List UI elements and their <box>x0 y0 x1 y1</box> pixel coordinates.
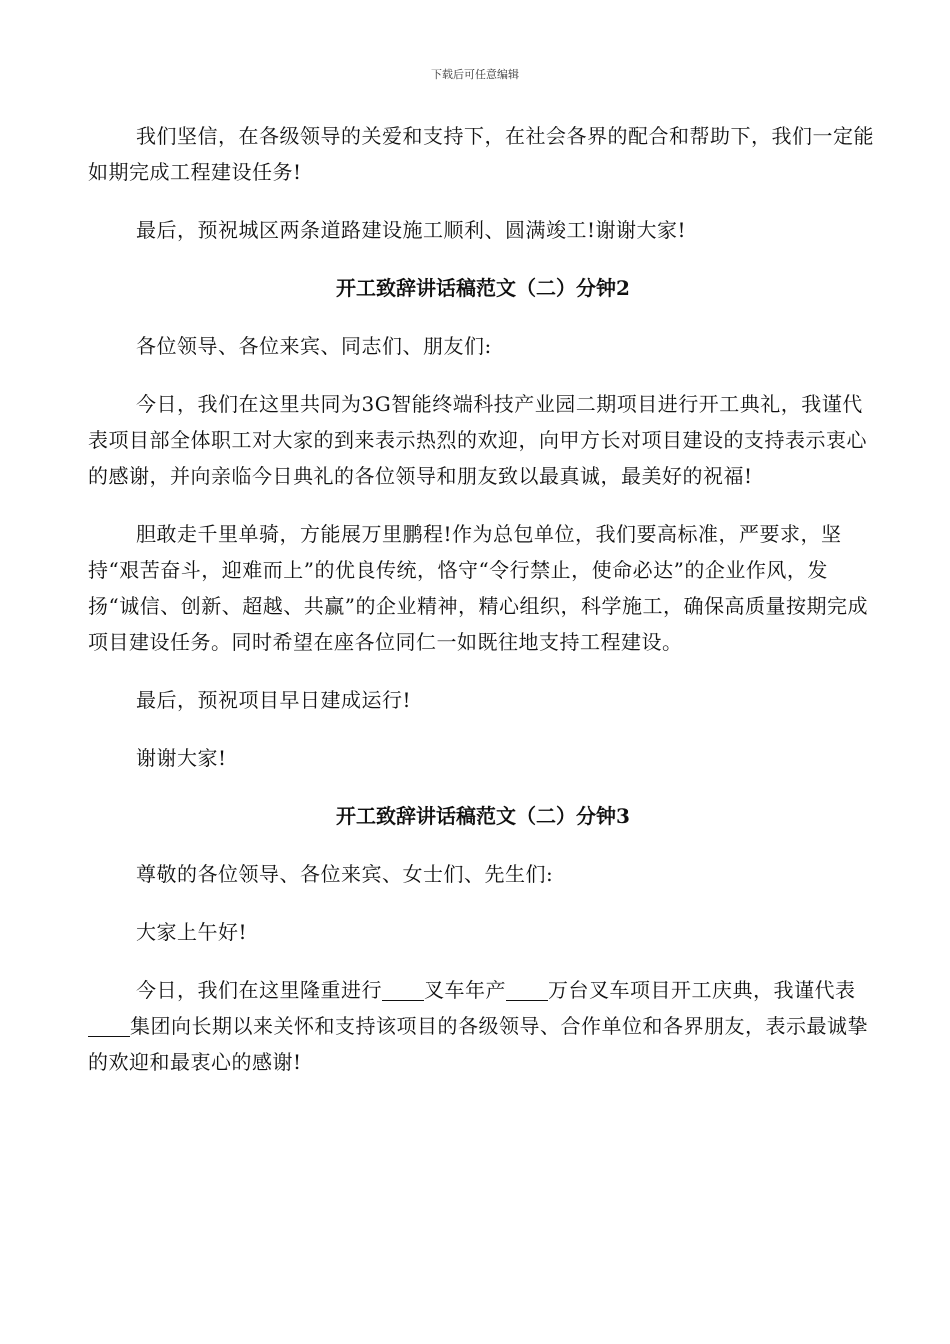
blank-line <box>506 980 548 1001</box>
document-body <box>88 118 878 1102</box>
paragraph: 最后，预祝城区两条道路建设施工顺利、圆满竣工!谢谢大家! <box>136 218 687 242</box>
paragraph: 谢谢大家! <box>136 746 227 770</box>
section-heading: 开工致辞讲话稿范文（二）分钟3 <box>336 804 630 828</box>
paragraph: 大家上午好! <box>136 920 248 944</box>
greeting: 各位领导、各位来宾、同志们、朋友们: <box>136 334 492 358</box>
paragraph: 最后，预祝项目早日建成运行! <box>136 688 412 712</box>
text-run: 叉车年产 <box>424 978 506 1002</box>
text-run: 集团向长期以来关怀和支持该项目的各级领导、合作单位和各界朋友，表示最诚挚的欢迎和最衷心的感谢! <box>88 1014 868 1074</box>
blank-line <box>382 980 424 1001</box>
paragraph: 我们坚信，在各级领导的关爱和支持下，在社会各界的配合和帮助下，我们一定能如期完成工程建设任务! <box>88 124 874 184</box>
section-heading: 开工致辞讲话稿范文（二）分钟2 <box>336 276 630 300</box>
greeting: 尊敬的各位领导、各位来宾、女士们、先生们: <box>136 862 554 886</box>
text-run: 今日，我们在这里隆重进行 <box>136 978 382 1002</box>
paragraph: 今日，我们在这里共同为3G智能终端科技产业园二期项目进行开工典礼，我谨代表项目部全体职工对大家的到来表示热烈的欢迎，向甲方长对项目建设的支持表示衷心的感谢，并向亲临今日典礼的各位领导和朋友致以最真诚，最美好的祝福! <box>88 392 867 488</box>
paragraph <box>88 972 878 1080</box>
blank-line <box>88 1016 130 1037</box>
paragraph: 胆敢走千里单骑，方能展万里鹏程!作为总包单位，我们要高标准，严要求，坚持“艰苦奋斗，迎难而上”的优良传统，恪守“令行禁止，使命必达”的企业作风，发扬“诚信、创新、超越、共赢”的企业精神，精心组织，科学施工，确保高质量按期完成项目建设任务。同时希望在座各位同仁一如既往地支持工程建设。 <box>88 522 868 654</box>
text-run: 万台叉车项目开工庆典，我谨代表 <box>548 978 856 1002</box>
page-header-note: 下载后可任意编辑 <box>431 68 519 81</box>
